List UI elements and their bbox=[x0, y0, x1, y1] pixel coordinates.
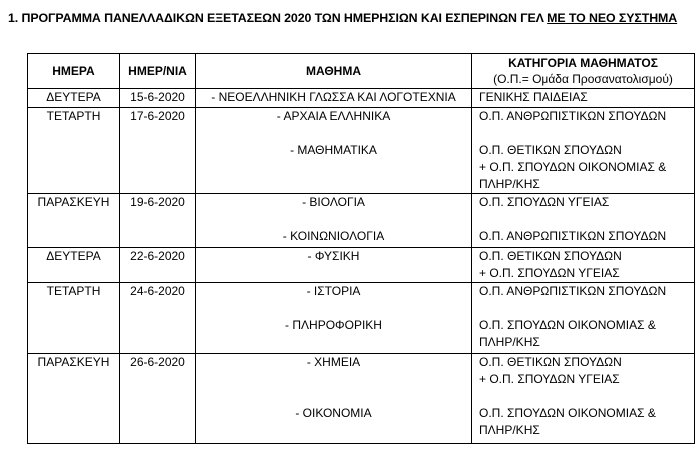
category-line: + Ο.Π. ΣΠΟΥΔΩΝ ΟΙΚΟΝΟΜΙΑΣ & bbox=[479, 160, 667, 174]
header-date: ΗΜΕΡ/ΝΙΑ bbox=[120, 54, 196, 89]
subject-spacer bbox=[196, 371, 471, 388]
category-line: Ο.Π. ΑΝΘΡΩΠΙΣΤΙΚΩΝ ΣΠΟΥΔΩΝ bbox=[479, 109, 667, 123]
table-row bbox=[28, 194, 695, 248]
subject-gap bbox=[196, 300, 471, 317]
header-day: ΗΜΕΡΑ bbox=[28, 54, 120, 89]
subject-name: - ΑΡΧΑΙΑ ΕΛΛΗΝΙΚΑ bbox=[276, 109, 391, 123]
subject-spacer bbox=[196, 334, 471, 351]
category-line: ΠΛΗΡ/ΚΗΣ bbox=[479, 335, 540, 349]
cell-subject bbox=[196, 354, 472, 444]
category-line: + Ο.Π. ΣΠΟΥΔΩΝ ΥΓΕΙΑΣ bbox=[479, 372, 620, 386]
document-title bbox=[8, 11, 677, 25]
category-line: + Ο.Π. ΣΠΟΥΔΩΝ ΥΓΕΙΑΣ bbox=[479, 266, 620, 280]
category-line: Ο.Π. ΣΠΟΥΔΩΝ ΥΓΕΙΑΣ bbox=[479, 195, 610, 209]
subject-spacer bbox=[196, 422, 471, 439]
category-line: Ο.Π. ΑΝΘΡΩΠΙΣΤΙΚΩΝ ΣΠΟΥΔΩΝ bbox=[479, 284, 667, 298]
cell-category bbox=[472, 108, 695, 194]
cell-day: ΤΕΤΑΡΤΗ bbox=[28, 283, 120, 354]
table-row bbox=[28, 108, 695, 194]
cell-day: ΠΑΡΑΣΚΕΥΗ bbox=[28, 194, 120, 248]
subject-name: - ΧΗΜΕΙΑ bbox=[306, 355, 361, 369]
cell-category bbox=[472, 194, 695, 248]
subject-gap bbox=[196, 388, 471, 405]
cell-subject bbox=[196, 283, 472, 354]
cell-day: ΔΕΥΤΕΡΑ bbox=[28, 89, 120, 108]
cell-date: 24-6-2020 bbox=[120, 283, 196, 354]
table-row bbox=[28, 354, 695, 444]
category-line: Ο.Π. ΣΠΟΥΔΩΝ ΟΙΚΟΝΟΜΙΑΣ & bbox=[479, 318, 656, 332]
subject-name: - ΒΙΟΛΟΓΙΑ bbox=[302, 195, 365, 209]
category-gap bbox=[479, 125, 694, 142]
category-gap bbox=[479, 211, 694, 228]
subject-spacer bbox=[196, 159, 471, 176]
table-row bbox=[28, 283, 695, 354]
cell-subject bbox=[196, 194, 472, 248]
subject-gap bbox=[196, 125, 471, 142]
table-row bbox=[28, 89, 695, 108]
subject-name: - ΦΥΣΙΚΗ bbox=[307, 249, 360, 263]
category-line: ΠΛΗΡ/ΚΗΣ bbox=[479, 177, 540, 191]
subject-gap bbox=[196, 211, 471, 228]
subject-name: - ΟΙΚΟΝΟΜΙΑ bbox=[295, 406, 372, 420]
cell-date: 15-6-2020 bbox=[120, 89, 196, 108]
subject-spacer bbox=[196, 265, 471, 282]
cell-subject bbox=[196, 108, 472, 194]
category-line: Ο.Π. ΑΝΘΡΩΠΙΣΤΙΚΩΝ ΣΠΟΥΔΩΝ bbox=[479, 229, 667, 243]
cell-day: ΤΕΤΑΡΤΗ bbox=[28, 108, 120, 194]
cell-subject bbox=[196, 89, 472, 108]
category-line: ΠΛΗΡ/ΚΗΣ bbox=[479, 423, 540, 437]
cell-category bbox=[472, 283, 695, 354]
subject-spacer bbox=[196, 176, 471, 193]
category-line: Ο.Π. ΘΕΤΙΚΩΝ ΣΠΟΥΔΩΝ bbox=[479, 355, 622, 369]
subject-name: - ΜΑΘΗΜΑΤΙΚΑ bbox=[290, 143, 377, 157]
category-line: ΓΕΝΙΚΗΣ ΠΑΙΔΕΙΑΣ bbox=[479, 90, 588, 104]
cell-date: 26-6-2020 bbox=[120, 354, 196, 444]
category-gap bbox=[479, 300, 694, 317]
category-line: Ο.Π. ΘΕΤΙΚΩΝ ΣΠΟΥΔΩΝ bbox=[479, 143, 622, 157]
cell-subject bbox=[196, 248, 472, 283]
subject-name: - ΚΟΙΝΩΝΙΟΛΟΓΙΑ bbox=[282, 229, 385, 243]
cell-category bbox=[472, 89, 695, 108]
table-body bbox=[28, 89, 695, 444]
header-category-title: ΚΑΤΗΓΟΡΙΑ ΜΑΘΗΜΑΤΟΣ bbox=[508, 56, 658, 70]
cell-day: ΠΑΡΑΣΚΕΥΗ bbox=[28, 354, 120, 444]
category-line: Ο.Π. ΘΕΤΙΚΩΝ ΣΠΟΥΔΩΝ bbox=[479, 249, 622, 263]
header-subject: ΜΑΘΗΜΑ bbox=[196, 54, 472, 89]
subject-name: - ΠΛΗΡΟΦΟΡΙΚΗ bbox=[285, 318, 382, 332]
title-underlined-text: ΜΕ ΤΟ ΝΕΟ ΣΥΣΤΗΜΑ bbox=[547, 11, 678, 25]
cell-day: ΔΕΥΤΕΡΑ bbox=[28, 248, 120, 283]
category-line: Ο.Π. ΣΠΟΥΔΩΝ ΟΙΚΟΝΟΜΙΑΣ & bbox=[479, 406, 656, 420]
header-category-note: (Ο.Π.= Ομάδα Προσανατολισμού) bbox=[493, 72, 673, 86]
subject-name: - ΙΣΤΟΡΙΑ bbox=[306, 284, 361, 298]
category-gap bbox=[479, 388, 694, 405]
exam-schedule-table bbox=[27, 53, 695, 444]
header-category bbox=[472, 54, 695, 89]
cell-date: 19-6-2020 bbox=[120, 194, 196, 248]
cell-date: 22-6-2020 bbox=[120, 248, 196, 283]
cell-category bbox=[472, 354, 695, 444]
table-row bbox=[28, 248, 695, 283]
subject-name: - ΝΕΟΕΛΛΗΝΙΚΗ ΓΛΩΣΣΑ ΚΑΙ ΛΟΓΟΤΕΧΝΙΑ bbox=[211, 90, 456, 104]
cell-date: 17-6-2020 bbox=[120, 108, 196, 194]
title-text: 1. ΠΡΟΓΡΑΜΜΑ ΠΑΝΕΛΛΑΔΙΚΩΝ ΕΞΕΤΑΣΕΩΝ 2020 ΤΩΝ ΗΜΕΡΗΣΙΩΝ ΚΑΙ ΕΣΠΕΡΙΝΩΝ ΓΕΛ bbox=[8, 11, 548, 25]
cell-category bbox=[472, 248, 695, 283]
